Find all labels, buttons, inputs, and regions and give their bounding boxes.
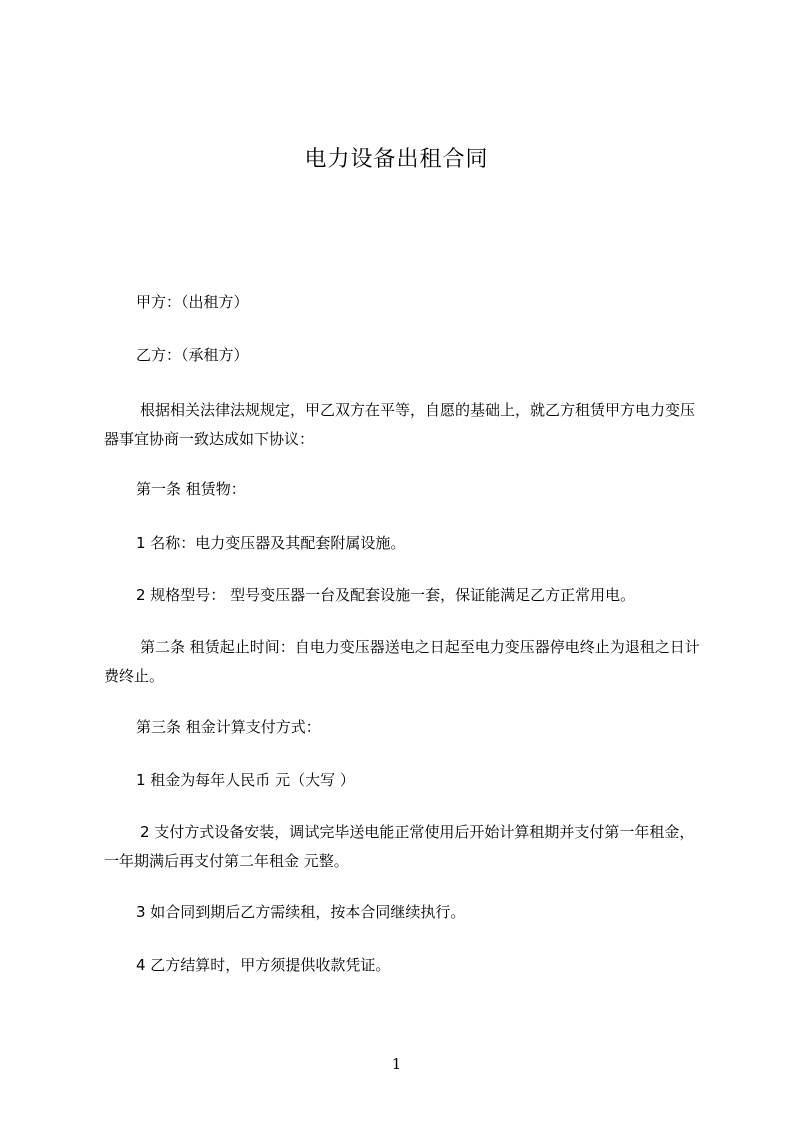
article-3-item-3: 3 如合同到期后乙方需续租，按本合同继续执行。 xyxy=(136,903,466,921)
article-3-heading: 第三条 租金计算支付方式： xyxy=(136,718,321,736)
article-2-paragraph: 第二条 租赁起止时间：自电力变压器送电之日起至电力变压器停电终止为退租之日计费终止。 xyxy=(104,638,700,685)
article-1-heading: 第一条 租赁物： xyxy=(136,480,246,498)
article-3-item-2: 2 支付方式设备安装，调试完毕送电能正常使用后开始计算租期并支付第一年租金，一年期满后再支付第二年租金 元整。 xyxy=(104,823,695,870)
article-1-item-1: 1 名称：电力变压器及其配套附属设施。 xyxy=(136,534,406,552)
preamble-paragraph: 根据相关法律法规规定，甲乙双方在平等，自愿的基础上，就乙方租赁甲方电力变压器事宜协商一致达成如下协议： xyxy=(104,401,696,448)
party-a-line: 甲方：（出租方） xyxy=(136,293,249,311)
party-b-line: 乙方：（承租方） xyxy=(136,346,249,364)
article-1-item-2: 2 规格型号： 型号变压器一台及配套设施一套，保证能满足乙方正常用电。 xyxy=(136,586,636,604)
article-3-item-4: 4 乙方结算时，甲方须提供收款凭证。 xyxy=(136,956,391,974)
page-number: 1 xyxy=(391,1055,402,1073)
document-title: 电力设备出租合同 xyxy=(304,147,489,172)
article-3-item-1: 1 租金为每年人民币 元（大写 ） xyxy=(136,771,355,789)
